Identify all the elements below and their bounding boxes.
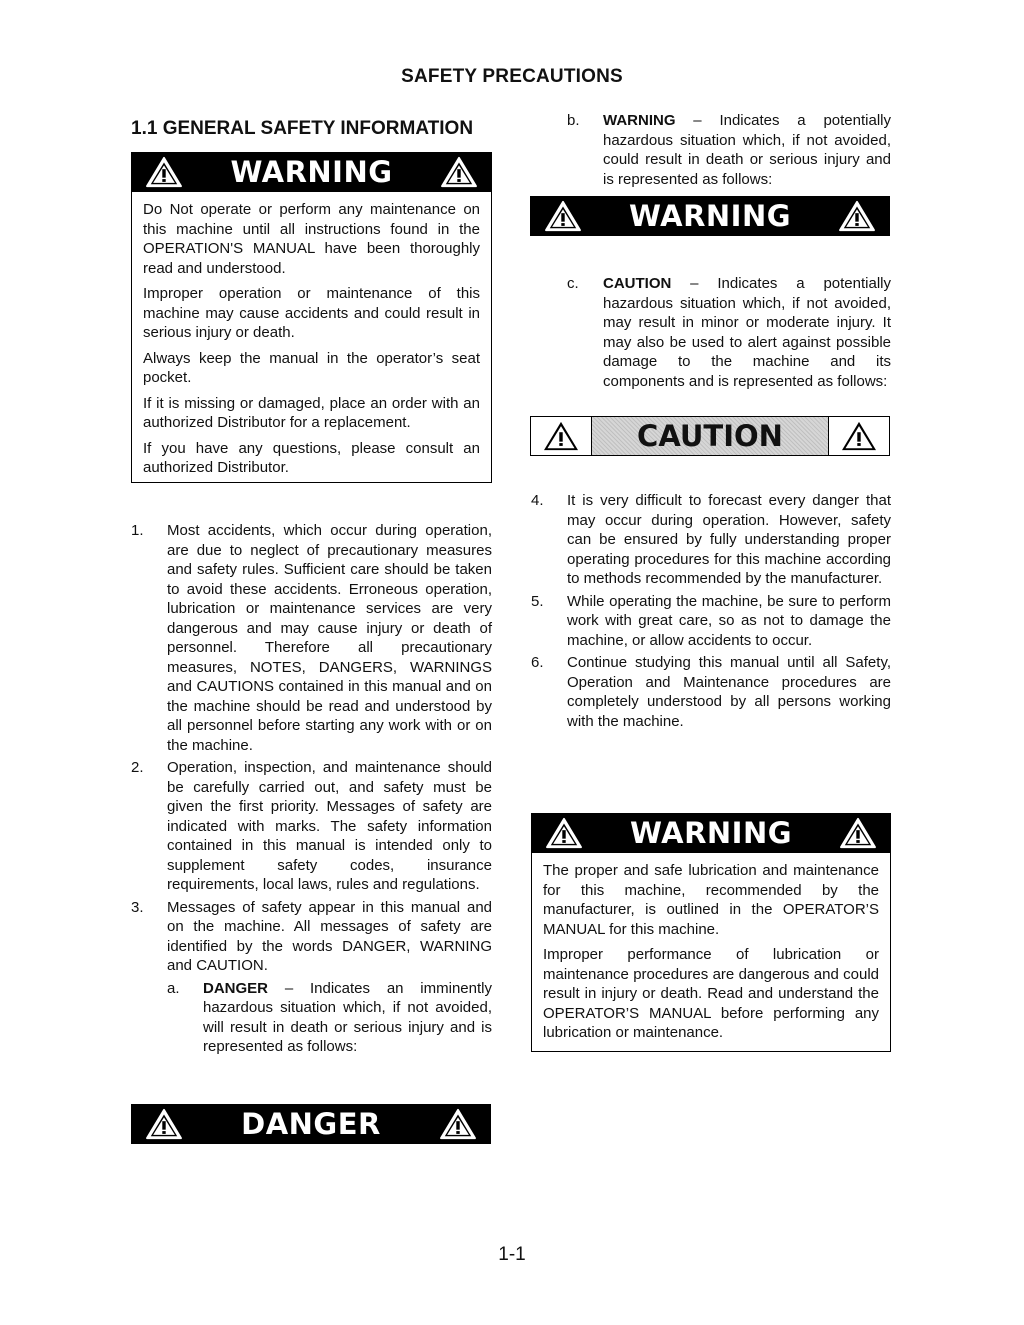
intro-warning-paragraph: Do Not operate or perform any maintenance on this machine until all instructions found in the OPERATION'S MANUAL have been thoroughly read and understood. bbox=[143, 201, 480, 277]
list-item bbox=[531, 653, 891, 731]
sub-item bbox=[567, 274, 891, 391]
intro-warning-text-box bbox=[131, 191, 492, 483]
list-item-number: 1. bbox=[131, 522, 144, 539]
lubrication-warning-banner bbox=[531, 813, 891, 853]
warning-triangle-icon bbox=[838, 199, 876, 233]
caution-triangle-icon bbox=[840, 419, 878, 453]
sub-item-letter: a. bbox=[167, 979, 180, 997]
list-item bbox=[531, 592, 891, 651]
caution-icon-cell bbox=[829, 417, 889, 455]
warning-triangle-icon bbox=[145, 155, 183, 189]
sub-item-caution bbox=[567, 274, 891, 391]
caution-banner bbox=[530, 416, 890, 456]
warning-label: WARNING bbox=[628, 198, 792, 233]
list-item bbox=[131, 898, 492, 1057]
list-item-number: 5. bbox=[531, 592, 544, 610]
warning-triangle-icon bbox=[839, 816, 877, 850]
intro-warning-paragraph: If you have any questions, please consult an authorized Distributor. bbox=[143, 439, 480, 476]
list-item-text: While operating the machine, be sure to perform work with great care, so as not to damage the machine, or allow accidents to occur. bbox=[567, 592, 891, 649]
lubrication-warning-paragraph: Improper performance of lubrication or maintenance procedures are dangerous and could result in injury or death. Read and understand the OPERATOR’S MANUAL before performing any lubrication or maintenance. bbox=[543, 946, 879, 1041]
section-heading: 1.1 GENERAL SAFETY INFORMATION bbox=[131, 118, 474, 139]
sub-item-danger bbox=[167, 979, 492, 1057]
intro-warning-label: WARNING bbox=[230, 154, 393, 189]
list-item-text: Continue studying this manual until all Safety, Operation and Maintenance procedures are completely understood by all persons working with the machine. bbox=[567, 654, 891, 730]
list-item-text: Operation, inspection, and maintenance should be carefully carried out, and safety must be given the first priority. Messages of safety are indicated with marks. The safety information contained in this manual is intended only to supplement safety codes, insurance requirements, local laws, rules and regulations. bbox=[167, 759, 492, 893]
left-numbered-list bbox=[131, 521, 492, 1060]
warning-triangle-icon bbox=[145, 1107, 183, 1141]
list-item-number: 4. bbox=[531, 492, 544, 509]
sub-item-text: – Indicates a potentially hazardous situation which, if not avoided, may result in minor or moderate injury. It may also be used to alert against possible damage to the machine and its components and is represented as follows: bbox=[603, 275, 891, 390]
sub-item-text: – Indicates an imminently hazardous situation which, if not avoided, will result in death or serious injury and is represented as follows: bbox=[203, 979, 492, 1055]
list-item bbox=[531, 491, 891, 589]
caution-label: CAUTION bbox=[637, 418, 783, 453]
warning-triangle-icon bbox=[440, 155, 478, 189]
right-numbered-list bbox=[531, 491, 891, 734]
list-item bbox=[131, 758, 492, 895]
warning-banner bbox=[530, 196, 890, 236]
intro-warning-paragraph: Always keep the manual in the operator’s seat pocket. bbox=[143, 349, 480, 386]
lubrication-warning-label: WARNING bbox=[629, 815, 793, 850]
caution-icon-cell bbox=[531, 417, 591, 455]
sub-item-term: CAUTION bbox=[603, 275, 672, 292]
intro-warning-paragraph: Improper operation or maintenance of this machine may cause accidents and could result in serious injury or death. bbox=[143, 285, 480, 341]
warning-triangle-icon bbox=[439, 1107, 477, 1141]
list-item bbox=[131, 521, 492, 755]
danger-label: DANGER bbox=[241, 1106, 381, 1141]
sub-item bbox=[567, 111, 891, 189]
sub-item-term: DANGER bbox=[203, 979, 269, 997]
sub-item-warning bbox=[567, 111, 891, 189]
caution-label-cell bbox=[591, 417, 829, 455]
list-item-text: Most accidents, which occur during operation, are due to neglect of precautionary measures and safety rules. Sufficient care should be taken to avoid these accidents. Erroneous operation, lubrication or maintenance services are very dangerous and may cause injury or death of personnel. Therefore all precautionary measures, NOTES, DANGERS, WARNINGS and CAUTIONS contained in this manual and on the machine should be read and understood by all personnel before starting any work with or on the machine. bbox=[167, 522, 492, 754]
page-number: 1-1 bbox=[498, 1244, 526, 1265]
sub-item-letter: c. bbox=[567, 275, 579, 292]
warning-triangle-icon bbox=[545, 816, 583, 850]
warning-triangle-icon bbox=[544, 199, 582, 233]
lubrication-warning-text-box bbox=[531, 852, 891, 1052]
intro-warning-banner bbox=[131, 152, 492, 192]
sub-item-letter: b. bbox=[567, 112, 580, 129]
sub-item-term: WARNING bbox=[603, 112, 676, 129]
list-item-text: Messages of safety appear in this manual and on the machine. All messages of safety are identified by the words DANGER, WARNING and CAUTION. bbox=[167, 898, 492, 974]
list-item-text: It is very difficult to forecast every danger that may occur during operation. However, safety can be ensured by fully understanding proper operating procedures for this machine according to methods recommended by the manufacturer. bbox=[567, 492, 891, 587]
list-item-number: 6. bbox=[531, 654, 544, 671]
list-item-number: 3. bbox=[131, 898, 144, 916]
danger-banner bbox=[131, 1104, 491, 1144]
intro-warning-paragraph: If it is missing or damaged, place an order with an authorized Distributor for a replacement. bbox=[143, 394, 480, 431]
lubrication-warning-paragraph: The proper and safe lubrication and maintenance for this machine, recommended by the manufacturer, is outlined in the OPERATOR’S MANUAL for this machine. bbox=[543, 862, 879, 938]
caution-triangle-icon bbox=[542, 419, 580, 453]
sub-item-text: – Indicates a potentially hazardous situation which, if not avoided, could result in death or serious injury and is represented as follows: bbox=[603, 112, 891, 188]
page-title: SAFETY PRECAUTIONS bbox=[401, 66, 623, 87]
list-item-number: 2. bbox=[131, 759, 144, 776]
